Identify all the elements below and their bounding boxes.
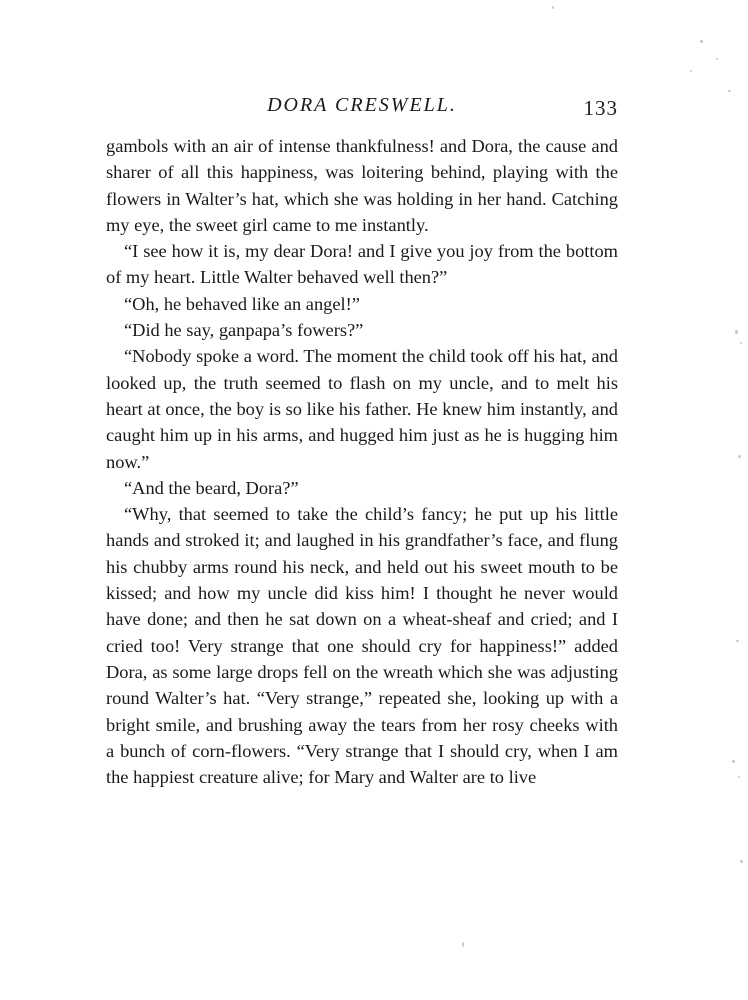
speck: [700, 40, 703, 43]
speck: [552, 6, 554, 9]
paragraph: “Oh, he behaved like an angel!”: [124, 293, 360, 314]
running-title: DORA CRESWELL.: [267, 94, 457, 116]
speck: [716, 58, 718, 60]
speck: [738, 776, 740, 778]
speck: [462, 942, 464, 947]
paragraph: “I see how it is, my dear Dora! and I give you joy from the bottom of my heart. Little Walter behaved well then?”: [106, 241, 618, 288]
speck: [690, 70, 692, 72]
paragraph: gambols with an air of intense thankfulness! and Dora, the cause and sharer of all this happiness, was loitering behind, playing with the flowers in Walter’s hat, which she was holding in her hand. Catching my eye, the sweet girl came to me instantly.: [106, 136, 618, 235]
page-number: 133: [583, 96, 618, 120]
speck: [735, 330, 738, 334]
paragraph: “Did he say, ganpapa’s fowers?”: [124, 320, 364, 341]
speck: [732, 760, 735, 763]
paragraph: “And the beard, Dora?”: [124, 477, 299, 498]
running-header: [106, 92, 618, 120]
body-text: [106, 133, 618, 790]
speck: [728, 90, 731, 92]
paragraph: “Nobody spoke a word. The moment the child took off his hat, and looked up, the truth seemed to flash on my uncle, and to melt his heart at once, the boy is so like his father. He knew him instantly, and caught him up in his arms, and hugged him just as he is hugging him now.”: [106, 346, 618, 472]
speck: [740, 860, 743, 863]
paragraph: “Why, that seemed to take the child’s fancy; he put up his little hands and stroked it; and laughed in his grandfather’s face, and flung his chubby arms round his neck, and held out his sweet mouth to be kissed; and how my uncle did kiss him! I thought he never would have done; and then he sat down on a wheat-sheaf and cried; and I cried too! Very strange that one should cry for happiness!” added Dora, as some large drops fell on the wreath which she was adjusting round Walter’s hat. “Very strange,” repeated she, looking up with a bright smile, and brushing away the tears from her rosy cheeks with a bunch of corn-flowers. “Very strange that I should cry, when I am the happiest creature alive; for Mary and Walter are to live: [106, 504, 618, 788]
speck: [738, 455, 741, 458]
speck: [740, 342, 742, 344]
speck: [736, 640, 739, 642]
